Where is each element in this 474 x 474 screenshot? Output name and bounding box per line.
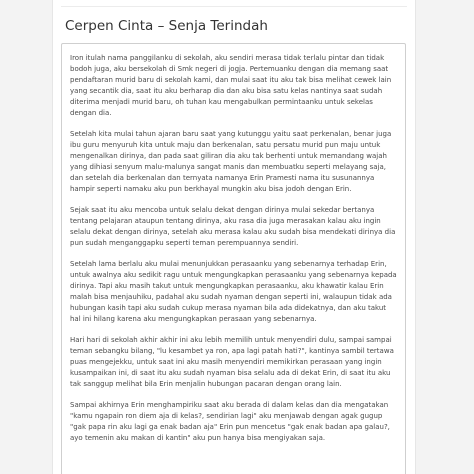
post-card bbox=[52, 0, 416, 474]
story-textarea[interactable] bbox=[61, 43, 406, 474]
story-paragraph: Iron itulah nama panggilanku di sekolah, aku sendiri merasa tidak terlalu pintar dan tidak bodoh juga, aku bersekolah di Smk negeri di jogja. Pertemuanku dengan dia memang saat pendaftaran murid baru di sekolah kami, dan mulai saat itu aku tak bisa melihat cewek lain yang secantik dia, saat itu aku berharap dia dan aku bisa satu kelas nantinya saat sudah diterima menjadi murid baru, oh tuhan kau mengabulkan permintaanku untuk sekelas dengan dia. bbox=[70, 54, 392, 117]
story-paragraph: Sampai akhirnya Erin menghampiriku saat aku berada di dalam kelas dan dia mengatakan "kamu ngapain ron diem aja di kelas?, sendirian lagi" aku menjawab dengan agak gugup "gak papa rin aku lagi ga enak badan aja" Erin pun mencetus "gak enak badan apa galau?, ayo temenin aku makan di kantin" aku pun hanya bisa mengiyakan saja. bbox=[70, 401, 390, 442]
story-paragraph: Hari hari di sekolah akhir akhir ini aku lebih memilih untuk menyendiri dulu, sampai sampai teman sebangku bilang, "lu kesambet ya ron, apa lagi patah hati?", kantinya sambil tertawa puas mengejekku, untuk saat ini aku masih menyendiri memikirkan perasaan yang ingin kusampaikan ini, di saat itu aku sudah nyaman bisa selalu ada di dekat Erin, di saat itu aku tak sanggup melihat bila Erin menjalin hubungan pacaran dengan orang lain. bbox=[70, 336, 394, 388]
top-divider bbox=[61, 6, 407, 7]
story-paragraph: Setelah lama berlalu aku mulai menunjukkan perasaanku yang sebenarnya terhadap Erin, untuk awalnya aku sedikit ragu untuk mengungkapkan perasaanku yang sebenarnya kepada dirinya. Tapi aku masih takut untuk mengungkapkan perasaanku, aku khawatir kalau Erin malah bisa menjauhiku, padahal aku sudah nyaman dengan seperti ini, walaupun tidak ada hubungan kasih tapi aku sudah cukup merasa nyaman bila ada didekatnya, dan aku takut hal ini hilang karena aku mengungkapkan perasaan yang sebenarnya. bbox=[70, 260, 397, 323]
post-title: Cerpen Cinta – Senja Terindah bbox=[65, 18, 268, 34]
story-paragraph: Sejak saat itu aku mencoba untuk selalu dekat dengan dirinya mulai sekedar bertanya tentang pelajaran ataupun tentang dirinya, aku rasa dia juga merasakan kalau aku ingin selalu dekat dengan dirinya, setelah aku merasa kalau aku sudah bisa mendekati dirinya dia pun sudah menganggapku seperti teman perempuannya sendiri. bbox=[70, 206, 396, 247]
story-paragraph: Setelah kita mulai tahun ajaran baru saat yang kutunggu yaitu saat perkenalan, benar juga ibu guru menyuruh kita untuk maju dan berkenalan, satu persatu murid pun maju untuk mengenalkan dirinya, dan pada saat giliran dia aku tak berhenti untuk memandang wajah yang dihiasi senyum malu-malunya sangat manis dan membuatku seperti melayang saja, dan setelah dia berkenalan dan ternyata namanya Erin Pramesti nama itu susunannya hampir seperti namaku aku pun berkhayal mungkin aku bisa jodoh dengan Erin. bbox=[70, 130, 392, 193]
